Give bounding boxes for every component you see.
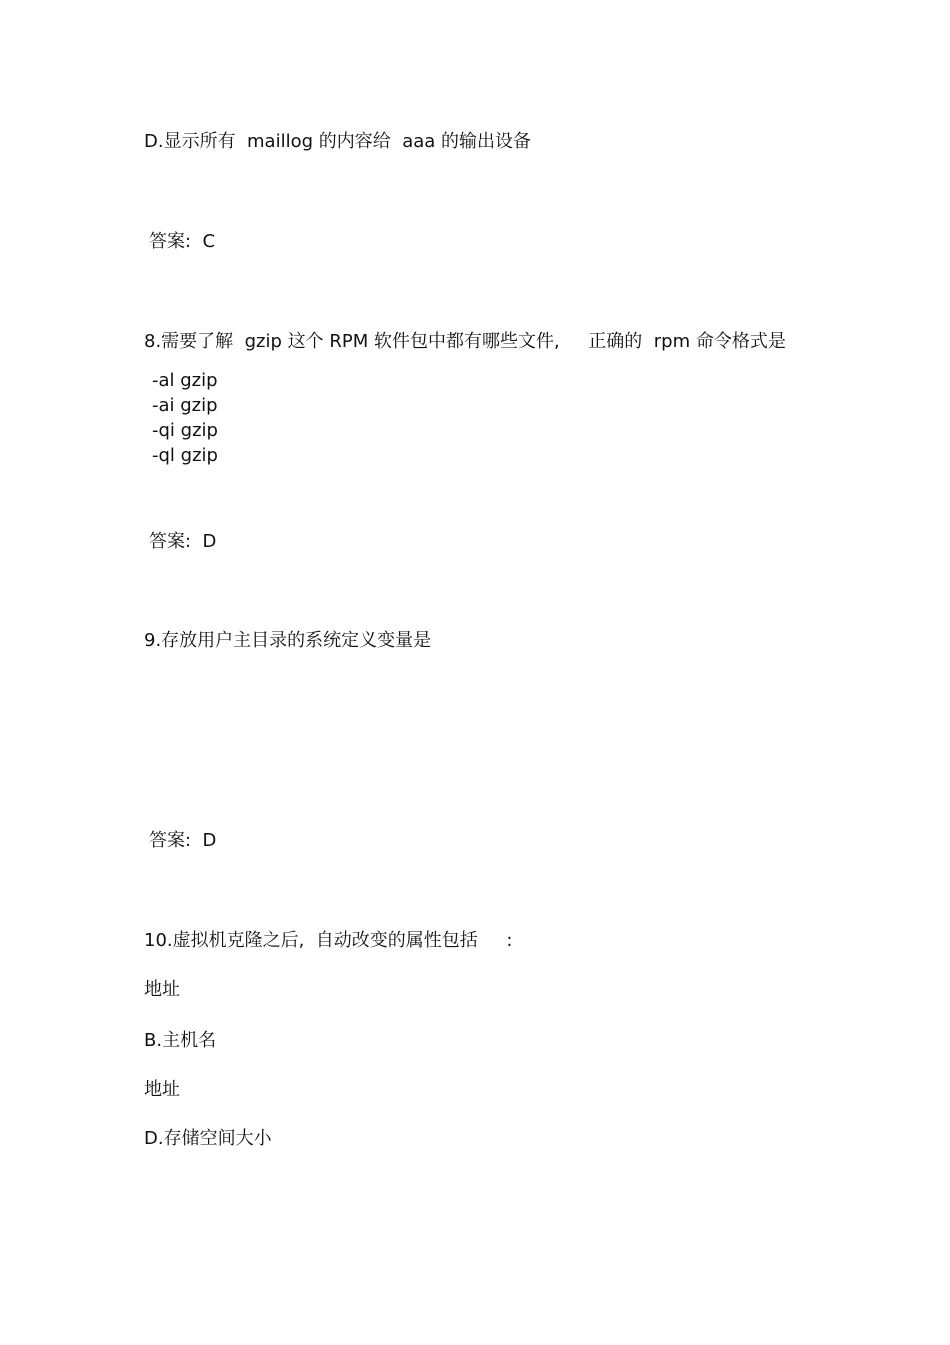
q7-answer: 答案: C (149, 231, 216, 252)
q8-question: 8.需要了解 gzip 这个 RPM 软件包中都有哪些文件, 正确的 rpm 命令格式是 (144, 331, 786, 352)
q8-option-d: -ql gzip (152, 445, 218, 466)
q7-option-d: D.显示所有 maillog 的内容给 aaa 的输出设备 (144, 131, 532, 152)
q8-answer: 答案: D (149, 531, 217, 552)
q10-option-a: 地址 (144, 979, 180, 1000)
q10-option-d: D.存储空间大小 (144, 1128, 272, 1149)
q8-option-c: -qi gzip (152, 420, 218, 441)
q9-answer: 答案: D (149, 830, 217, 851)
q8-option-a: -al gzip (152, 370, 218, 391)
q9-question: 9.存放用户主目录的系统定义变量是 (144, 630, 432, 651)
q8-option-b: -ai gzip (152, 395, 218, 416)
q10-option-b: B.主机名 (144, 1030, 217, 1051)
q10-question: 10.虚拟机克隆之后, 自动改变的属性包括 : (144, 930, 513, 951)
q10-option-c: 地址 (144, 1079, 180, 1100)
